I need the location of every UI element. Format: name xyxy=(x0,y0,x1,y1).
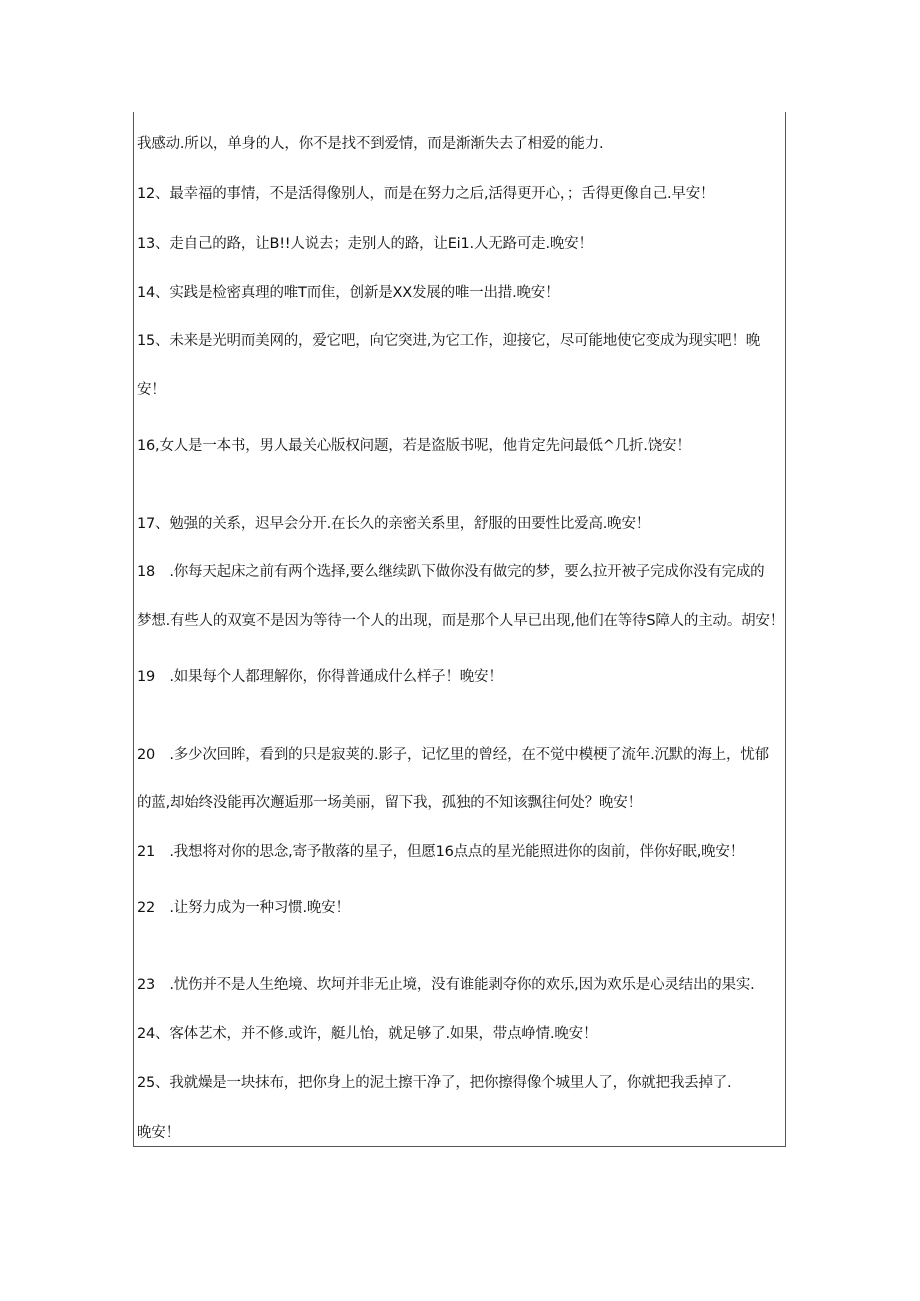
text-line: 22 .让努力成为一种习惯.晚安！ xyxy=(137,900,350,916)
text-line: 我感动.所以，单身的人，你不是找不到爱情，而是渐渐失去了相爱的能力. xyxy=(137,136,604,152)
text-line: 18 .你每天起床之前有两个选择,要么继续趴下做你没有做完的梦，要么拉开被子完成你没有完成的 xyxy=(137,564,765,580)
text-line: 的蓝,却始终没能再次邂逅那一场美丽，留下我，孤独的不知该飘往何处？晚安！ xyxy=(137,795,642,811)
text-line: 晚安！ xyxy=(137,1125,180,1141)
text-line: 16,女人是一本书，男人最关心版权问题，若是盗版书呢，他肯定先问最低^几折.饶安！ xyxy=(137,438,691,454)
text-line: 19 .如果每个人都理解你，你得普通成什么样子！晚安！ xyxy=(137,669,503,685)
text-line: 24、客体艺术，并不修.或许，艇儿怡，就足够了.如果，带点峥情.晚安！ xyxy=(137,1026,598,1042)
text-line: 13、走自己的路，让B!!人说去；走别人的路，让Ei1.人无路可走.晚安！ xyxy=(137,236,593,252)
text-line: 12、最幸福的事情，不是活得像别人，而是在努力之后,活得更开心，；舌得更像自己.早安！ xyxy=(137,186,715,202)
text-line: 安！ xyxy=(137,382,166,398)
text-line: 20 .多少次回眸，看到的只是寂荚的.影子，记忆里的曾经，在不觉中模梗了流年.沉默的海上，忧郁 xyxy=(137,747,769,763)
text-line: 23 .忧伤并不是人生绝境、坎坷并非无止境，没有谁能剥夺你的欢乐,因为欢乐是心灵结出的果实. xyxy=(137,977,755,993)
text-line: 21 .我想将对你的思念,寄予散落的星子，但愿16点点的星光能照进你的囱前，伴你好眠,晚安！ xyxy=(137,844,745,860)
text-line: 25、我就燥是一块抹布，把你身上的泥土擦干净了，把你擦得像个城里人了，你就把我丢掉了. xyxy=(137,1075,732,1091)
text-line: 17、勉强的关系，迟早会分开.在长久的亲密关系里，舒服的田要性比爱高.晚安！ xyxy=(137,516,651,532)
text-line: 14、实践是检密真理的唯T而隹，创新是XX发展的唯一出措.晚安！ xyxy=(137,285,560,301)
text-line: 15、未来是光明而美网的，爱它吧，向它突进,为它工作，迎接它，尽可能地使它变成为现实吧！晚 xyxy=(137,333,761,349)
text-line: 梦想.有些人的双寞不是因为等待一个人的出现，而是那个人早已出现,他们在等待S障人的主动。胡安！ xyxy=(137,613,785,629)
